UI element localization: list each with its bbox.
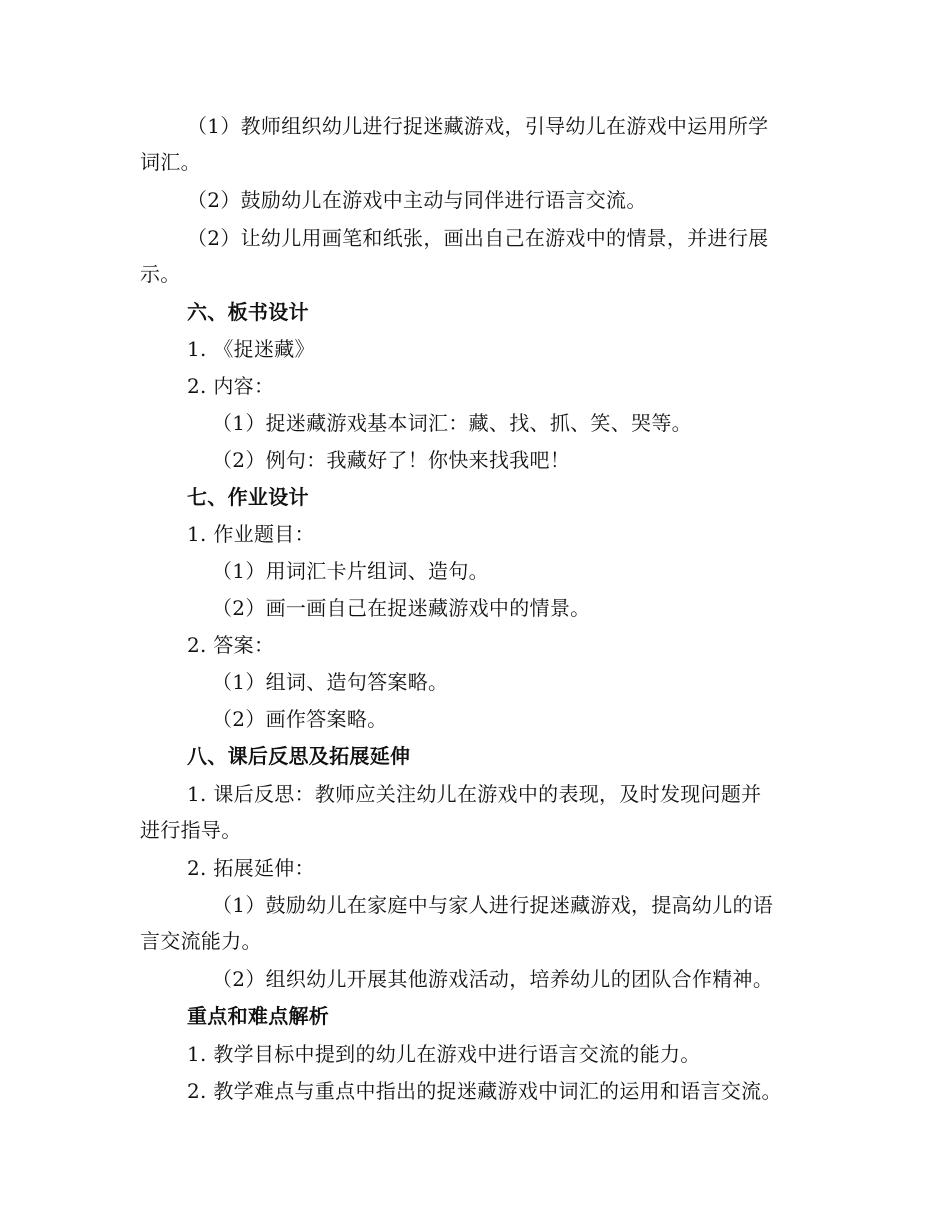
section-heading-key-points: 重点和难点解析 bbox=[187, 1004, 330, 1028]
sub-list-item: （1）捉迷藏游戏基本词汇：藏、找、抓、笑、哭等。 bbox=[212, 411, 692, 435]
sub-list-item: （2）画作答案略。 bbox=[212, 707, 388, 731]
list-item: 1. 《捉迷藏》 bbox=[187, 337, 315, 361]
section-heading-board-design: 六、板书设计 bbox=[187, 300, 309, 324]
sub-list-item: （1）组词、造句答案略。 bbox=[212, 670, 449, 694]
section-heading-reflection: 八、课后反思及拓展延伸 bbox=[187, 744, 411, 768]
paragraph-line: （2）鼓励幼儿在游戏中主动与同伴进行语言交流。 bbox=[187, 188, 647, 212]
list-item: 2. 内容： bbox=[187, 374, 275, 398]
paragraph-line: 进行指导。 bbox=[140, 818, 242, 842]
paragraph-line: 示。 bbox=[140, 262, 181, 286]
sub-list-item: （1）鼓励幼儿在家庭中与家人进行捉迷藏游戏，提高幼儿的语 bbox=[212, 893, 774, 917]
paragraph-line: （2）让幼儿用画笔和纸张，画出自己在游戏中的情景，并进行展 bbox=[187, 226, 769, 250]
section-heading-homework: 七、作业设计 bbox=[187, 485, 309, 509]
paragraph-line: 词汇。 bbox=[140, 150, 201, 174]
sub-list-item: （2）例句：我藏好了！你快来找我吧！ bbox=[212, 448, 571, 472]
paragraph-line: 言交流能力。 bbox=[140, 929, 262, 953]
list-item: 2. 教学难点与重点中指出的捉迷藏游戏中词汇的运用和语言交流。 bbox=[187, 1079, 782, 1103]
list-item: 2. 答案： bbox=[187, 633, 275, 657]
list-item: 1. 教学目标中提到的幼儿在游戏中进行语言交流的能力。 bbox=[187, 1042, 701, 1066]
sub-list-item: （2）组织幼儿开展其他游戏活动，培养幼儿的团队合作精神。 bbox=[212, 967, 774, 991]
sub-list-item: （2）画一画自己在捉迷藏游戏中的情景。 bbox=[212, 596, 591, 620]
sub-list-item: （1）用词汇卡片组词、造句。 bbox=[212, 559, 489, 583]
list-item: 1. 课后反思：教师应关注幼儿在游戏中的表现，及时发现问题并 bbox=[187, 782, 762, 806]
list-item: 1. 作业题目： bbox=[187, 522, 315, 546]
list-item: 2. 拓展延伸： bbox=[187, 856, 315, 880]
paragraph-line: （1）教师组织幼儿进行捉迷藏游戏，引导幼儿在游戏中运用所学 bbox=[187, 114, 769, 138]
